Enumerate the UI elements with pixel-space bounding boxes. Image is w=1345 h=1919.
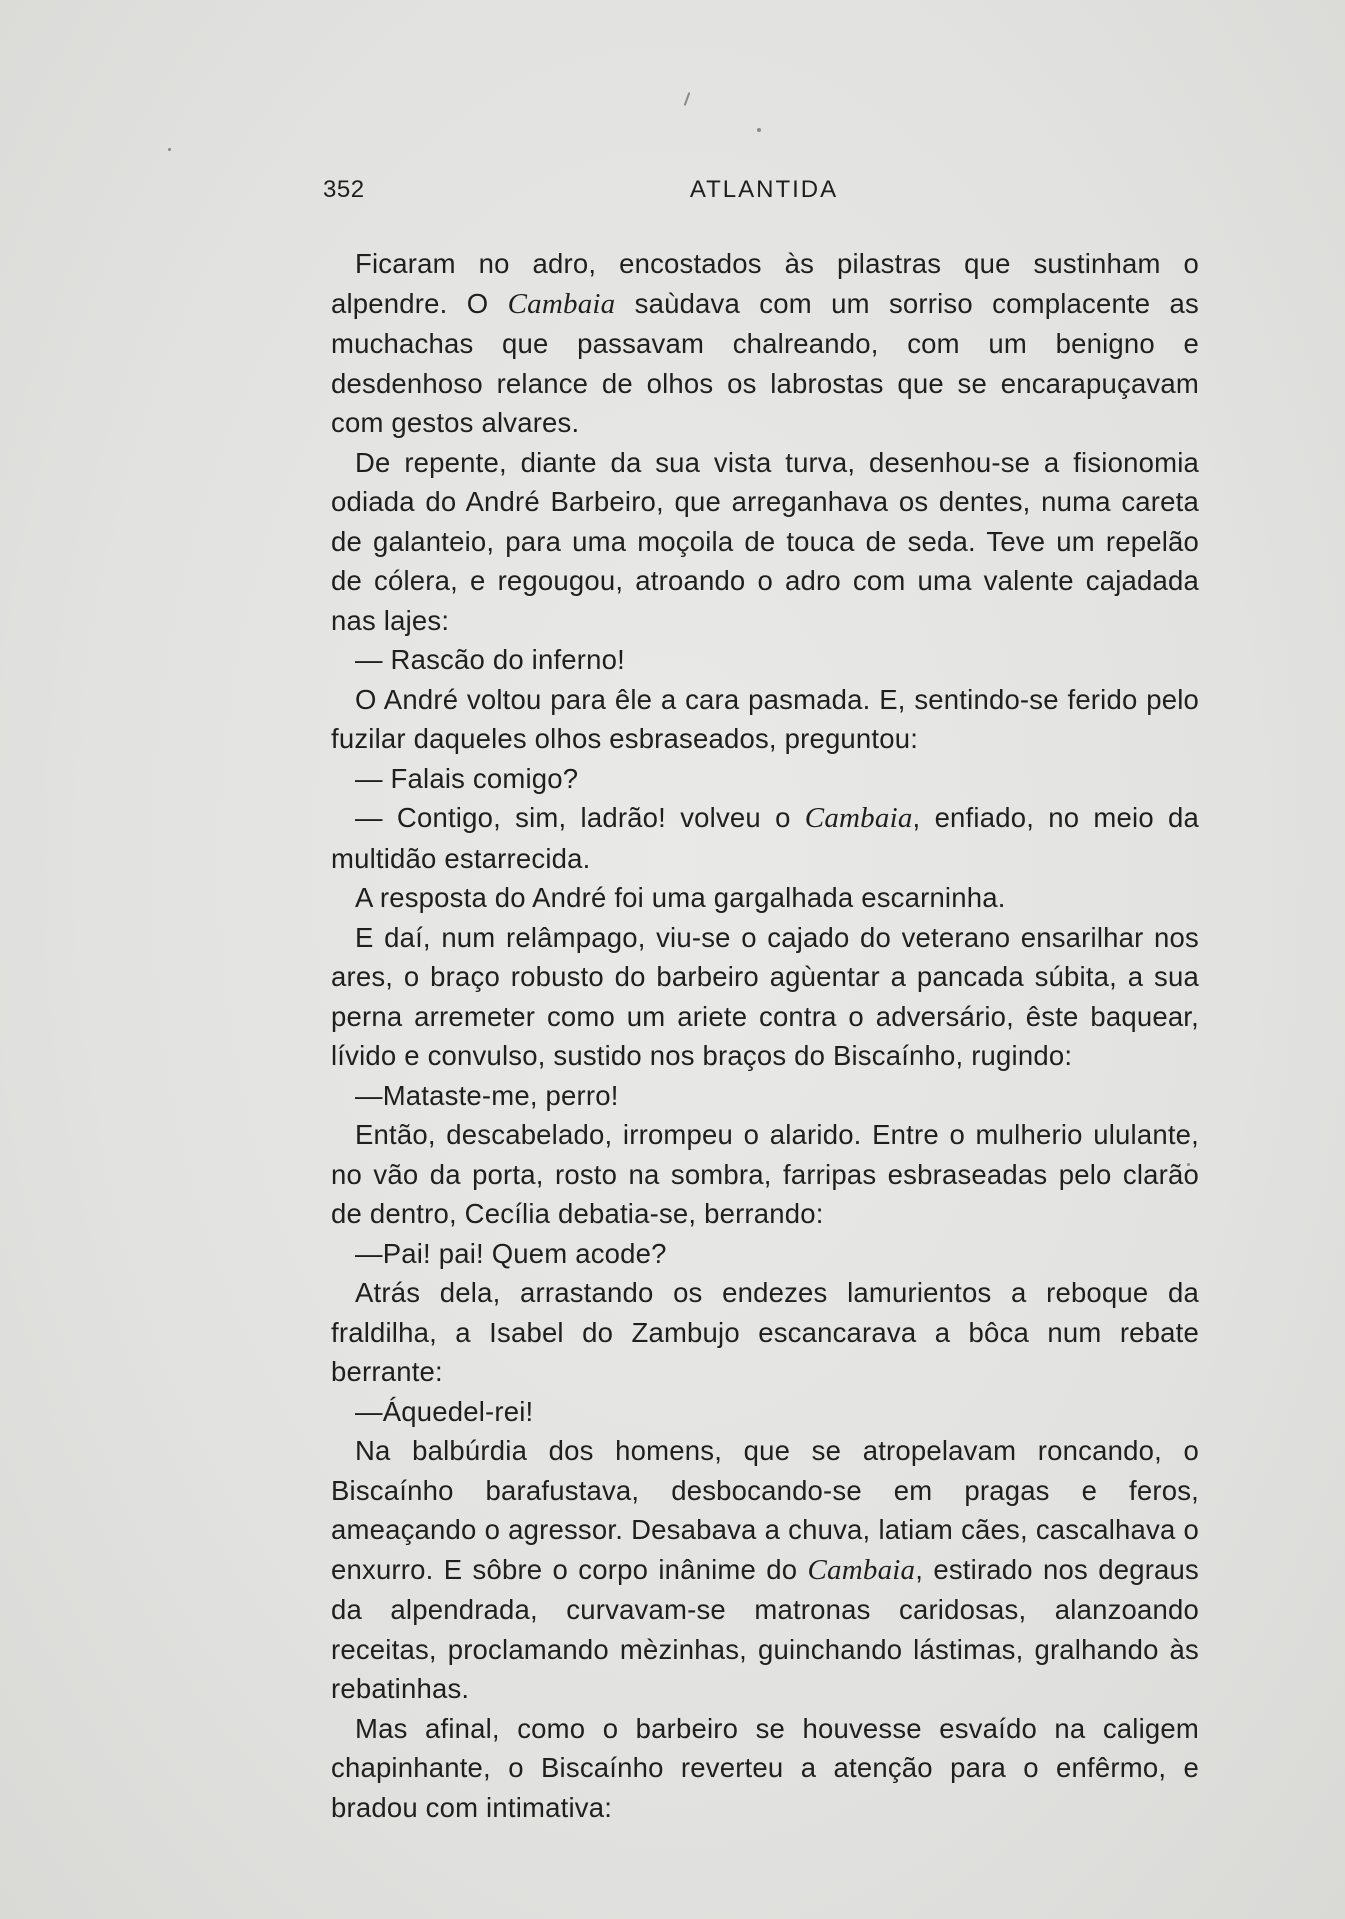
paragraph bbox=[331, 918, 1199, 1076]
text-run: Na balbúrdia dos homens, que se atropelavam roncando, o Biscaínho barafustava, desbocando-se em pragas e feros, ameaçando o agressor. Desabava a chuva, latiam cães, cascalhava o enxurro. E sôbre o corpo inânime do bbox=[331, 1435, 1199, 1585]
text-run: Mas afinal, como o barbeiro se houvesse esvaído na caligem chapinhante, o Biscaínho reverteu a atenção para o enfêrmo, e bradou com intimativa: bbox=[331, 1712, 1199, 1823]
text-run: — Contigo, sim, ladrão! volveu o bbox=[355, 802, 805, 833]
text-run: saùdava com um sorriso complacente as muchachas que passavam chalreando, com um benigno e desdenhoso relance de olhos os labrostas que se encarapuçavam com gestos alvares. bbox=[331, 287, 1199, 438]
paragraph bbox=[331, 1076, 1199, 1116]
text-run: Atrás dela, arrastando os endezes lamurientos a reboque da fraldilha, a Isabel do Zambujo escancarava a bôca num rebate berrante: bbox=[331, 1277, 1199, 1387]
paragraph bbox=[331, 1392, 1199, 1432]
text-run: O André voltou para êle a cara pasmada. E, sentindo-se ferido pelo fuzilar daqueles olhos esbraseados, preguntou: bbox=[331, 683, 1199, 754]
paragraph bbox=[331, 1234, 1199, 1274]
paragraph bbox=[331, 878, 1199, 918]
text-run: Ficaram no adro, encostados às pilastras que sustinham o alpendre. O bbox=[331, 248, 1199, 319]
paragraph bbox=[331, 244, 1199, 443]
text-run: —Mataste-me, perro! bbox=[355, 1079, 619, 1111]
page-header bbox=[323, 176, 1205, 216]
paragraph bbox=[331, 1273, 1199, 1392]
text-run: —Áquedel-rei! bbox=[355, 1395, 534, 1427]
text-run: A resposta do André foi uma gargalhada escarninha. bbox=[355, 882, 1006, 913]
text-run: Então, descabelado, irrompeu o alarido. Entre o mulherio ululante, no vão da porta, rosto na sombra, farripas esbraseadas pelo clarão de dentro, Cecília debatia-se, berrando: bbox=[331, 1119, 1199, 1229]
body-text bbox=[331, 244, 1199, 1827]
paragraph bbox=[331, 1115, 1199, 1234]
paragraph bbox=[331, 640, 1199, 680]
italic-name: Cambaia bbox=[807, 1553, 916, 1586]
text-run: —Pai! pai! Quem acode? bbox=[355, 1237, 667, 1269]
text-run: , estirado nos degraus da alpendrada, curvavam-se matronas caridosas, alanzoando receitas, proclamando mèzinhas, guinchando lástimas, gralhando às rebatinhas. bbox=[331, 1553, 1199, 1704]
paragraph bbox=[331, 1709, 1199, 1828]
print-speck bbox=[684, 92, 691, 106]
text-run: — Rascão do inferno! bbox=[355, 644, 625, 675]
page-number: 352 bbox=[323, 176, 365, 203]
print-speck bbox=[168, 148, 171, 151]
text-run: E daí, num relâmpago, viu-se o cajado do veterano ensarilhar nos ares, o braço robusto do barbeiro agùentar a pancada súbita, a sua perna arremeter como um ariete contra o adversário, êste baquear, lívido e convulso, sustido nos braços do Biscaínho, rugindo: bbox=[331, 921, 1199, 1071]
paragraph bbox=[331, 798, 1199, 878]
paragraph bbox=[331, 759, 1199, 799]
running-title: ATLANTIDA bbox=[689, 176, 839, 203]
paragraph bbox=[331, 680, 1199, 759]
text-run: — Falais comigo? bbox=[355, 762, 579, 794]
print-speck bbox=[757, 128, 761, 132]
paragraph bbox=[331, 443, 1199, 641]
paragraph bbox=[331, 1431, 1199, 1709]
text-run: , enfiado, no meio da multidão estarrecida. bbox=[331, 802, 1199, 874]
italic-name: Cambaia bbox=[507, 287, 616, 320]
text-run: De repente, diante da sua vista turva, desenhou-se a fisionomia odiada do André Barbeiro, que arreganhava os dentes, numa careta de galanteio, para uma moçoila de touca de seda. Teve um repelão de cólera, e regougou, atroando o adro com uma valente cajadada nas lajes: bbox=[331, 446, 1199, 636]
italic-name: Cambaia bbox=[804, 802, 913, 834]
